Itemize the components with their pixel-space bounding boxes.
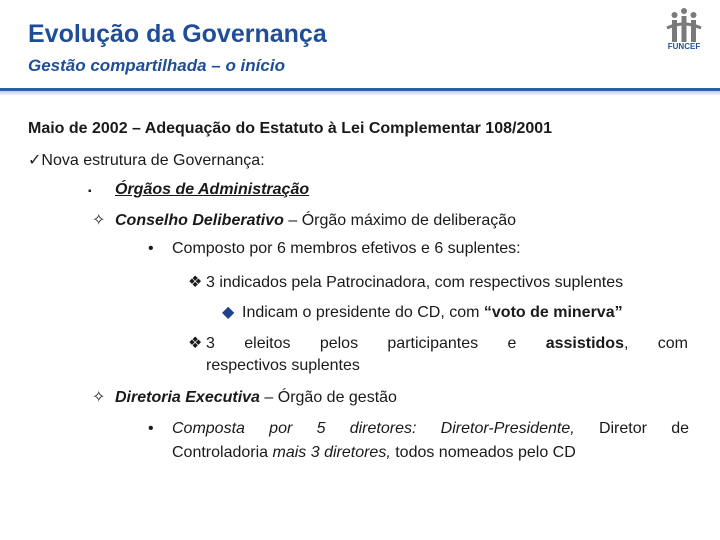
list-item-text: 3 indicados pela Patrocinadora, com respectivos suplentes: [206, 274, 624, 291]
list-item: [222, 302, 623, 322]
list-item-text: Composta por 5 diretores: Diretor-Presidente,: [172, 420, 599, 437]
square-bullet-icon: ▪: [88, 186, 92, 197]
diretoria-title: Diretoria Executiva: [115, 389, 260, 406]
list-item-text: Indicam o presidente do CD, com: [242, 304, 484, 321]
list-item: [88, 181, 309, 199]
list-item-text: Órgãos de Administração: [115, 181, 310, 198]
diamond-bullet-icon: ❖: [188, 274, 203, 291]
list-item-text: Composto por 6 membros efetivos e 6 suplentes:: [172, 240, 521, 257]
diretor-text: Diretor de: [598, 420, 690, 437]
voto-minerva-text: “voto de minerva”: [483, 304, 623, 321]
star-bullet-icon: ✧: [92, 212, 106, 229]
list-item: [28, 150, 265, 170]
mais-diretores-text: mais 3 diretores,: [268, 444, 396, 461]
nomeados-text: todos nomeados pelo CD: [395, 444, 576, 461]
page-subtitle: Gestão compartilhada – o início: [28, 56, 285, 75]
controladoria-text: Controladoria: [172, 444, 269, 461]
star-bullet-icon: ✧: [92, 389, 106, 406]
dot-bullet-icon: •: [148, 420, 154, 437]
list-item: [92, 210, 516, 230]
section-heading: Maio de 2002 – Adequação do Estatuto à Lei Complementar 108/2001: [28, 120, 553, 137]
conselho-title: Conselho Deliberativo: [115, 212, 284, 229]
list-item-text-end: , com: [623, 335, 688, 352]
checkmark-icon: ✓: [28, 152, 42, 169]
logo-text: FUNCEF: [667, 42, 701, 51]
list-item-continuation: [172, 444, 576, 462]
list-item: [148, 420, 689, 438]
page-title: Evolução da Governança: [28, 20, 327, 48]
diretoria-description: – Órgão de gestão: [264, 389, 397, 406]
dot-bullet-icon: •: [148, 240, 154, 257]
diamond-bullet-icon: ❖: [188, 335, 203, 352]
list-item-text: 3 eleitos pelos participantes e: [206, 335, 546, 352]
title-divider: [0, 88, 720, 95]
list-item: [148, 240, 521, 258]
conselho-description: – Órgão máximo de deliberação: [288, 212, 517, 229]
assistidos-text: assistidos: [545, 335, 624, 352]
list-item: [92, 387, 397, 407]
list-item-continuation: respectivos suplentes: [206, 357, 360, 374]
list-item: [188, 272, 623, 292]
filled-diamond-bullet-icon: ◆: [222, 304, 235, 321]
list-item: [188, 333, 688, 353]
list-item-text: Nova estrutura de Governança:: [41, 152, 265, 169]
